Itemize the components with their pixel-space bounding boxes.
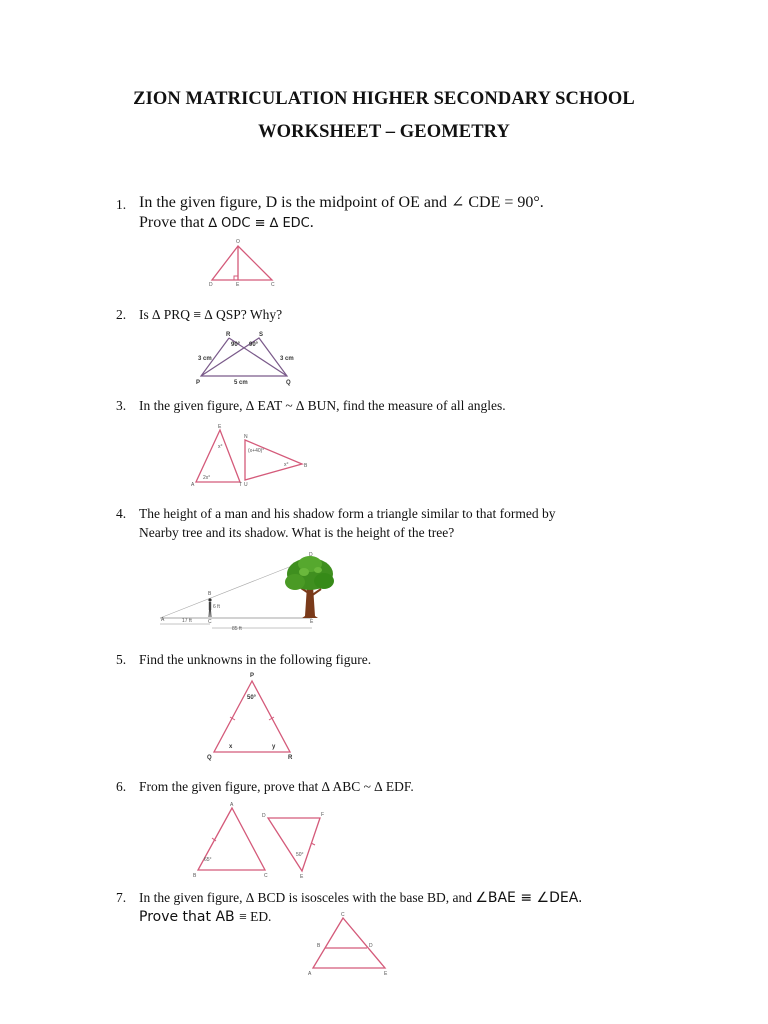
figure-label: D — [309, 552, 313, 558]
figure-label: C — [271, 282, 275, 288]
question-text: Is ∆ PRQ ≡ ∆ QSP? Why? — [139, 307, 283, 322]
figure-label: y — [272, 744, 276, 750]
figure-label: 50° — [247, 695, 257, 701]
figure-label: 2x° — [203, 475, 211, 481]
figure-label: E — [218, 424, 222, 430]
figure-label: P — [250, 673, 255, 679]
figure-label: B — [193, 873, 197, 879]
figure-label: 50° — [296, 852, 304, 858]
figure-label: x° — [284, 462, 289, 468]
figure-label: E — [300, 874, 304, 880]
figure-label: x — [229, 744, 233, 750]
figure-label: 6 ft — [213, 604, 220, 610]
figure-label: Q — [207, 755, 212, 761]
figure-6-triangles — [190, 798, 335, 880]
tree-icon — [285, 556, 334, 618]
figure-label: E — [236, 282, 240, 288]
figure-label: B — [208, 591, 212, 597]
figure-label: A — [161, 617, 165, 623]
question-text: In the given figure, ∆ BCD is isosceles with the base BD, and ∠BAE ≡ ∠DEA. — [139, 890, 583, 906]
question-text: From the given figure, prove that ∆ ABC ~ ∆ EDF. — [139, 779, 414, 794]
question-number: 3. — [116, 398, 127, 413]
question-number: 5. — [116, 652, 127, 667]
figure-4-tree-shadow — [152, 548, 342, 633]
figure-label: 3 cm — [198, 356, 212, 362]
figure-label: 90° — [249, 342, 259, 348]
figure-label: U — [244, 482, 248, 488]
figure-label: B — [304, 463, 308, 469]
figure-label: A — [191, 482, 195, 488]
figure-label: F — [321, 812, 325, 818]
figure-label: 90° — [231, 342, 241, 348]
figure-7-trapezium — [305, 910, 395, 978]
figure-label: C — [208, 619, 212, 625]
figure-label: C — [264, 873, 268, 879]
figure-label: C — [341, 912, 345, 918]
figure-label: O — [236, 239, 240, 245]
question-number: 2. — [116, 307, 127, 322]
figure-label: R — [288, 755, 293, 761]
figure-label: R — [226, 332, 231, 338]
figure-label: N — [244, 434, 248, 440]
question-number: 7. — [116, 890, 127, 905]
figure-label: A — [308, 971, 312, 977]
figure-1-triangle — [205, 238, 280, 288]
figure-label: 17 ft — [182, 618, 192, 624]
figure-label: 3 cm — [280, 356, 294, 362]
question-number: 4. — [116, 506, 127, 521]
figure-label: Q — [286, 380, 291, 386]
figure-3-triangles — [190, 422, 315, 487]
figure-label: 65° — [204, 857, 212, 863]
figure-label: S — [259, 332, 264, 338]
worksheet-title: WORKSHEET – GEOMETRY — [258, 122, 510, 142]
figure-5-isosceles — [204, 668, 299, 763]
question-text-line2: Prove that AB ≡ ED. — [139, 909, 272, 925]
figure-label: x° — [218, 444, 223, 450]
question-text: The height of a man and his shadow form a triangle similar to that formed by — [139, 506, 556, 521]
figure-label: T — [239, 482, 243, 488]
question-text-line2: Nearby tree and its shadow. What is the height of the tree? — [139, 525, 455, 540]
question-number: 1. — [116, 197, 127, 212]
figure-label: (x+40)° — [248, 448, 265, 454]
figure-label: E — [384, 971, 388, 977]
question-number: 6. — [116, 779, 127, 794]
question-text-line2: Prove that ∆ ODC ≡ ∆ EDC. — [139, 214, 314, 231]
figure-label: D — [262, 813, 266, 819]
figure-label: D — [209, 282, 213, 288]
school-name: ZION MATRICULATION HIGHER SECONDARY SCHOOL — [133, 89, 635, 109]
question-text: In the given figure, D is the midpoint of OE and ∠ CDE = 90°. — [139, 194, 544, 211]
figure-label: E — [310, 619, 314, 625]
figure-label: 5 cm — [234, 380, 248, 386]
question-text: Find the unknowns in the following figure. — [139, 652, 372, 667]
man-icon — [208, 598, 211, 617]
figure-2-triangles — [196, 328, 301, 388]
figure-label: P — [196, 380, 201, 386]
figure-label: 85 ft — [232, 626, 242, 632]
figure-label: B — [317, 943, 321, 949]
question-text: In the given figure, ∆ EAT ~ ∆ BUN, find the measure of all angles. — [139, 398, 506, 413]
figure-label: A — [230, 802, 234, 808]
figure-label: D — [369, 943, 373, 949]
